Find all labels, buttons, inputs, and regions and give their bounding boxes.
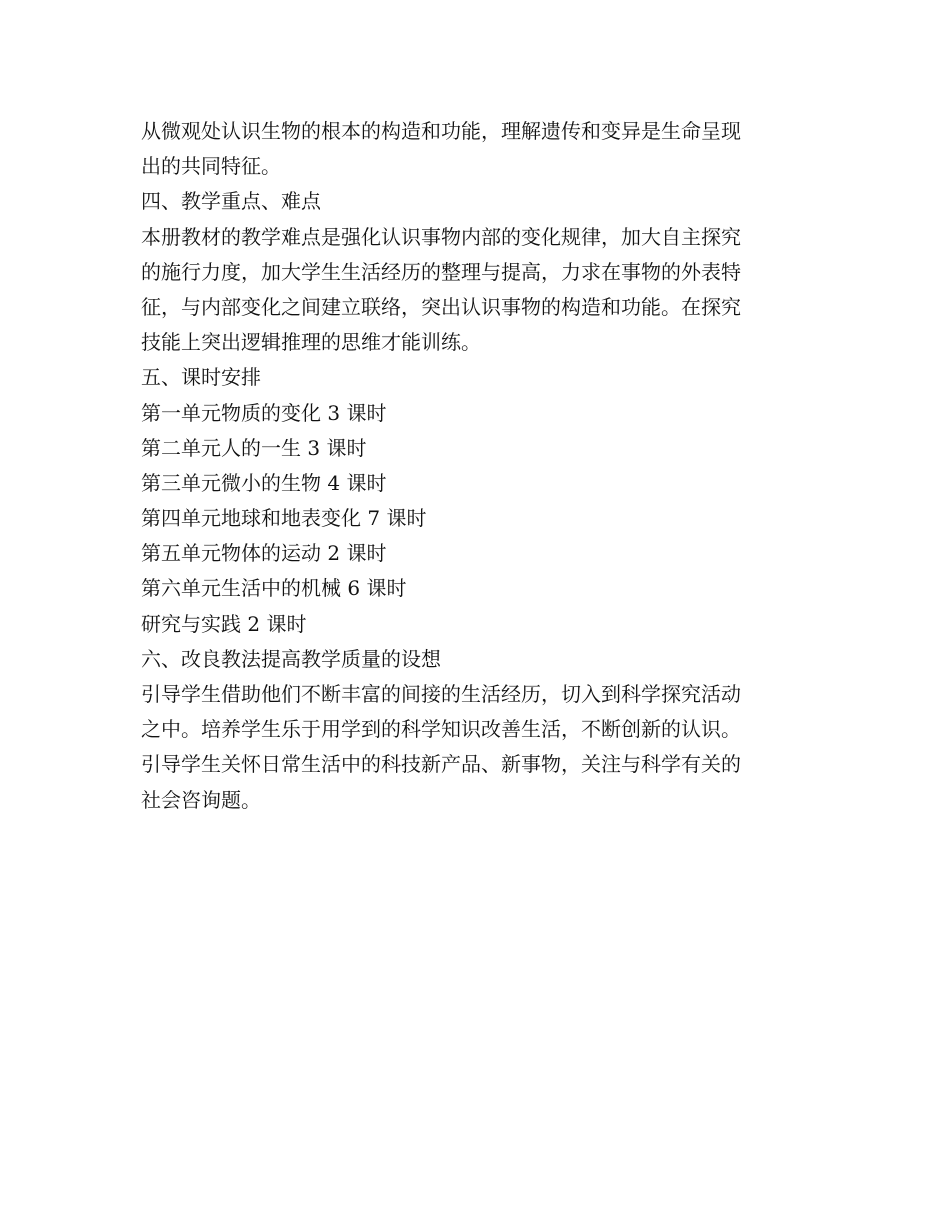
paragraph-line: 技能上突出逻辑推理的思维才能训练。 — [141, 330, 481, 355]
paragraph-line: 从微观处认识生物的根本的构造和功能，理解遗传和变异是生命呈现 — [141, 119, 741, 143]
section-heading: 五、课时安排 — [141, 365, 261, 390]
paragraph-line: 的施行力度，加大学生生活经历的整理与提高，力求在事物的外表特 — [141, 259, 741, 284]
paragraph-line: 出的共同特征。 — [141, 154, 281, 179]
schedule-item: 研究与实践 2 课时 — [141, 611, 307, 636]
schedule-item: 第四单元地球和地表变化 7 课时 — [141, 506, 427, 531]
schedule-item: 第二单元人的一生 3 课时 — [141, 435, 367, 460]
paragraph-line: 社会咨询题。 — [141, 787, 261, 812]
paragraph-line: 引导学生借助他们不断丰富的间接的生活经历，切入到科学探究活动 — [141, 682, 741, 706]
paragraph-line: 引导学生关怀日常生活中的科技新产品、新事物，关注与科学有关的 — [141, 752, 741, 777]
section-heading: 六、改良教法提高教学质量的设想 — [141, 646, 441, 671]
paragraph-line: 征，与内部变化之间建立联络，突出认识事物的构造和功能。在探究 — [141, 294, 741, 319]
section-heading: 四、教学重点、难点 — [141, 189, 321, 214]
schedule-item: 第六单元生活中的机械 6 课时 — [141, 576, 407, 601]
document-body — [141, 114, 821, 818]
schedule-item: 第五单元物体的运动 2 课时 — [141, 541, 387, 566]
paragraph-line: 之中。培养学生乐于用学到的科学知识改善生活，不断创新的认识。 — [141, 717, 741, 742]
schedule-item: 第一单元物质的变化 3 课时 — [141, 400, 387, 425]
schedule-item: 第三单元微小的生物 4 课时 — [141, 470, 387, 495]
paragraph-line: 本册教材的教学难点是强化认识事物内部的变化规律，加大自主探究 — [141, 224, 741, 249]
